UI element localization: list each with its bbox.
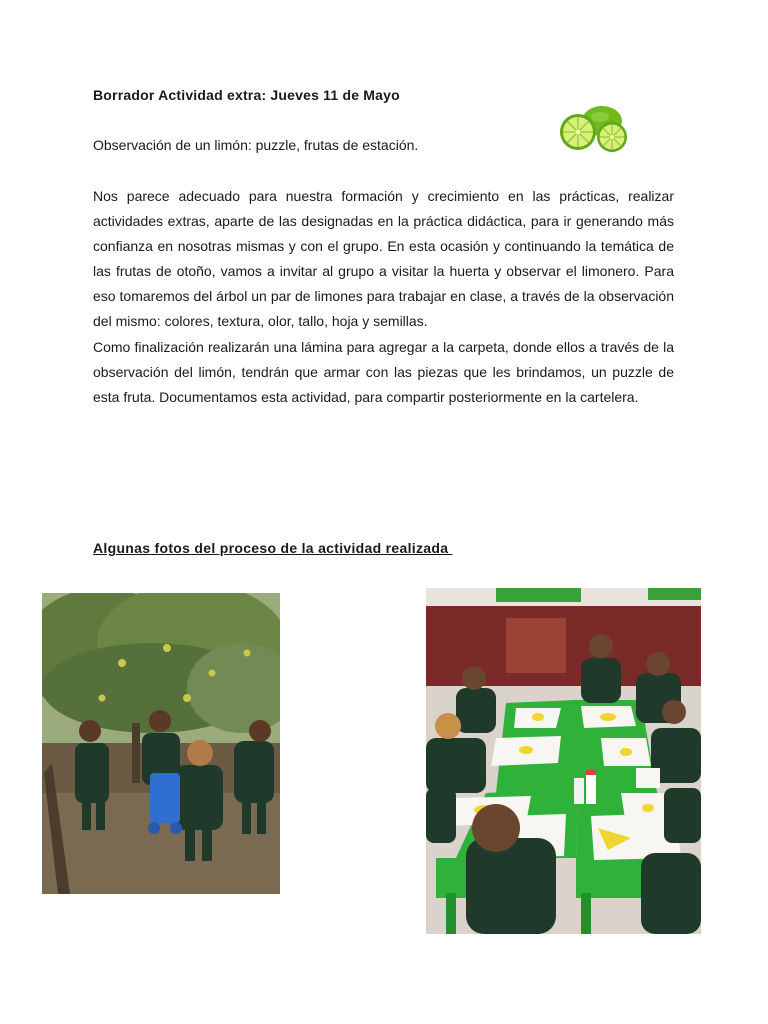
- photo-lemon-tree: [42, 593, 280, 894]
- paragraph-1: Nos parece adecuado para nuestra formación y crecimiento en las prácticas, realizar actividades extras, aparte de las designadas en la práctica didáctica, para ir generando más confianza en nosotras mismas y con el grupo. En esta ocasión y continuando la temática de las frutas de otoño, vamos a invitar al grupo a visitar la huerta y observar el limonero. Para eso tomaremos del árbol un par de limones para trabajar en clase, a través de la observación del mismo: colores, textura, olor, tallo, hoja y semillas.: [93, 188, 674, 330]
- lime-icon: [556, 100, 632, 154]
- document-title: Borrador Actividad extra: Jueves 11 de Mayo: [93, 87, 400, 103]
- paragraph-2: Como finalización realizarán una lámina para agregar a la carpeta, donde ellos a través de la observación del limón, tendrán que armar con las piezas que les brindamos, un puzzle de esta fruta. Documentamos esta actividad, para compartir posteriormente en la cartelera.: [93, 338, 674, 405]
- document-subtitle: Observación de un limón: puzzle, frutas de estación.: [93, 137, 419, 153]
- document-body: [93, 184, 674, 410]
- photos-heading: Algunas fotos del proceso de la actividad realizada: [93, 540, 453, 556]
- photo-classroom-tables: [426, 588, 701, 934]
